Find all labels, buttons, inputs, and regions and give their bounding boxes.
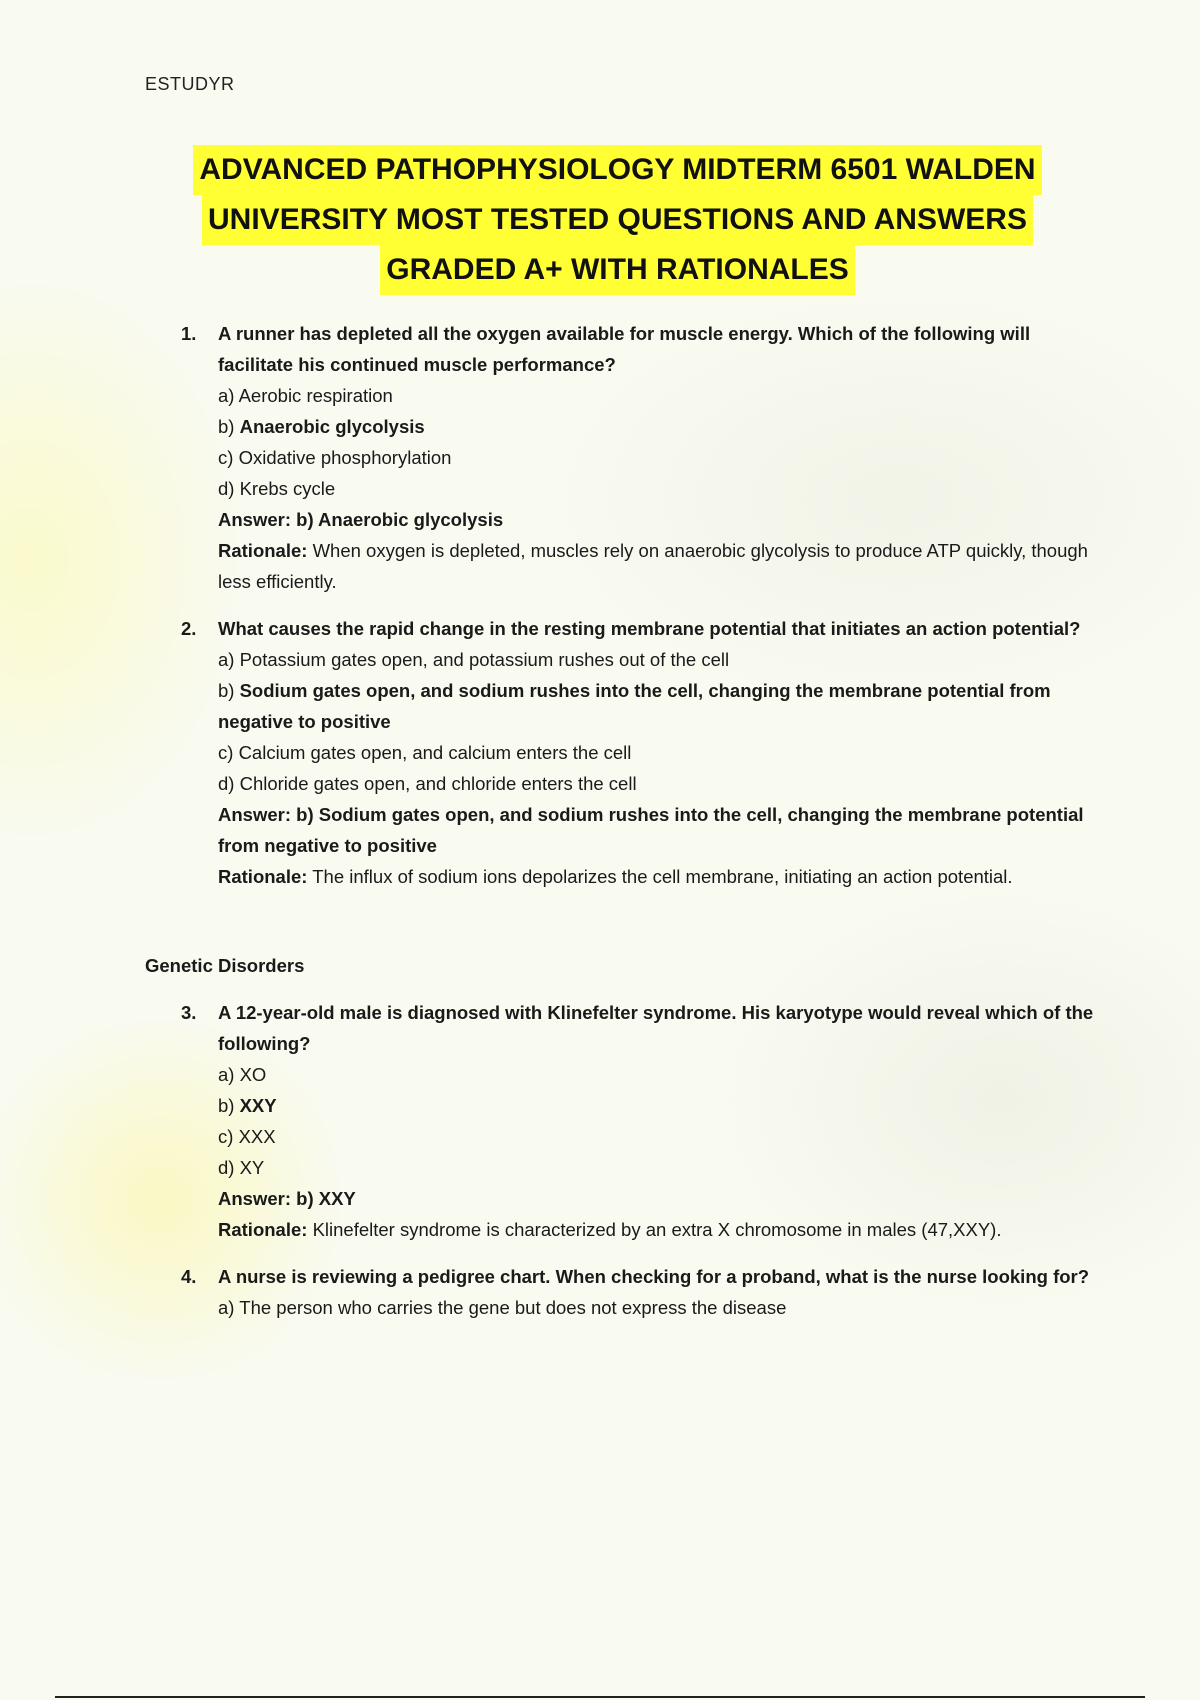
option-text: Aerobic respiration — [238, 385, 393, 406]
question-item — [145, 318, 1095, 597]
question-number: 1. — [181, 323, 197, 344]
option — [218, 1152, 1095, 1183]
rationale-label: Rationale: — [218, 866, 308, 887]
title-line: GRADED A+ WITH RATIONALES — [380, 245, 855, 295]
option-letter: d) — [218, 1157, 235, 1178]
option-text: XXX — [238, 1126, 276, 1147]
question-number: 3. — [181, 1002, 197, 1023]
option-letter: b) — [218, 1095, 235, 1116]
rationale-text: Klinefelter syndrome is characterized by an extra X chromosome in males (47,XXY). — [312, 1219, 1002, 1240]
option-letter: d) — [218, 478, 235, 499]
question-item — [145, 997, 1095, 1245]
option-letter: a) — [218, 649, 235, 670]
option-letter: c) — [218, 742, 234, 763]
answer-text: b) XXY — [296, 1188, 356, 1209]
option-text: Calcium gates open, and calcium enters the cell — [238, 742, 632, 763]
option-text: Krebs cycle — [239, 478, 336, 499]
answer-label: Answer: — [218, 1188, 291, 1209]
question-item — [145, 1261, 1095, 1323]
option-text: The person who carries the gene but does not express the disease — [239, 1297, 787, 1318]
option-correct — [218, 411, 1095, 442]
option-letter: c) — [218, 447, 234, 468]
option — [218, 737, 1095, 768]
option — [218, 442, 1095, 473]
option-text: Chloride gates open, and chloride enters the cell — [239, 773, 637, 794]
option-letter: a) — [218, 385, 235, 406]
option-text: Oxidative phosphorylation — [238, 447, 452, 468]
rationale-line — [218, 535, 1095, 597]
answer-line — [218, 504, 1095, 535]
option — [218, 473, 1095, 504]
answer-line — [218, 799, 1095, 861]
question-number: 4. — [181, 1266, 197, 1287]
option — [218, 1059, 1095, 1090]
option — [218, 1121, 1095, 1152]
rationale-text: The influx of sodium ions depolarizes the cell membrane, initiating an action potential. — [312, 866, 1013, 887]
option-correct — [218, 1090, 1095, 1121]
option-letter: a) — [218, 1297, 235, 1318]
option-text: XXY — [239, 1095, 277, 1116]
question-stem: What causes the rapid change in the resting membrane potential that initiates an action potential? — [218, 618, 1081, 639]
question-stem: A runner has depleted all the oxygen available for muscle energy. Which of the following will facilitate his continued muscle performance? — [218, 323, 1031, 375]
rationale-label: Rationale: — [218, 540, 308, 561]
question-list — [145, 318, 1095, 1323]
answer-line — [218, 1183, 1095, 1214]
option — [218, 768, 1095, 799]
answer-label: Answer: — [218, 804, 291, 825]
title-line: UNIVERSITY MOST TESTED QUESTIONS AND ANSWERS — [202, 195, 1033, 245]
brand-label: ESTUDYR — [145, 74, 235, 94]
footer-rule — [55, 1696, 1145, 1698]
option — [218, 644, 1095, 675]
option-text: XO — [239, 1064, 267, 1085]
question-number: 2. — [181, 618, 197, 639]
option-text: Potassium gates open, and potassium rushes out of the cell — [239, 649, 730, 670]
option — [218, 1292, 1095, 1323]
answer-text: b) Sodium gates open, and sodium rushes into the cell, changing the membrane potential from negative to positive — [218, 804, 1084, 856]
option-letter: a) — [218, 1064, 235, 1085]
option-letter: b) — [218, 680, 235, 701]
answer-text: b) Anaerobic glycolysis — [296, 509, 504, 530]
question-item — [145, 613, 1095, 892]
option-text: Anaerobic glycolysis — [239, 416, 425, 437]
rationale-text: When oxygen is depleted, muscles rely on anaerobic glycolysis to produce ATP quickly, though less efficiently. — [218, 540, 1088, 592]
option-letter: d) — [218, 773, 235, 794]
rationale-line — [218, 1214, 1095, 1245]
section-heading: Genetic Disorders — [145, 955, 305, 976]
option-correct — [218, 675, 1095, 737]
answer-label: Answer: — [218, 509, 291, 530]
question-stem: A 12-year-old male is diagnosed with Klinefelter syndrome. His karyotype would reveal which of the following? — [218, 1002, 1094, 1054]
option-letter: b) — [218, 416, 235, 437]
document-title — [0, 145, 1200, 295]
option — [218, 380, 1095, 411]
option-text: Sodium gates open, and sodium rushes into the cell, changing the membrane potential from negative to positive — [218, 680, 1051, 732]
title-line: ADVANCED PATHOPHYSIOLOGY MIDTERM 6501 WALDEN — [193, 145, 1041, 195]
option-text: XY — [239, 1157, 265, 1178]
option-letter: c) — [218, 1126, 234, 1147]
rationale-line — [218, 861, 1095, 892]
question-stem: A nurse is reviewing a pedigree chart. When checking for a proband, what is the nurse looking for? — [218, 1266, 1090, 1287]
rationale-label: Rationale: — [218, 1219, 308, 1240]
